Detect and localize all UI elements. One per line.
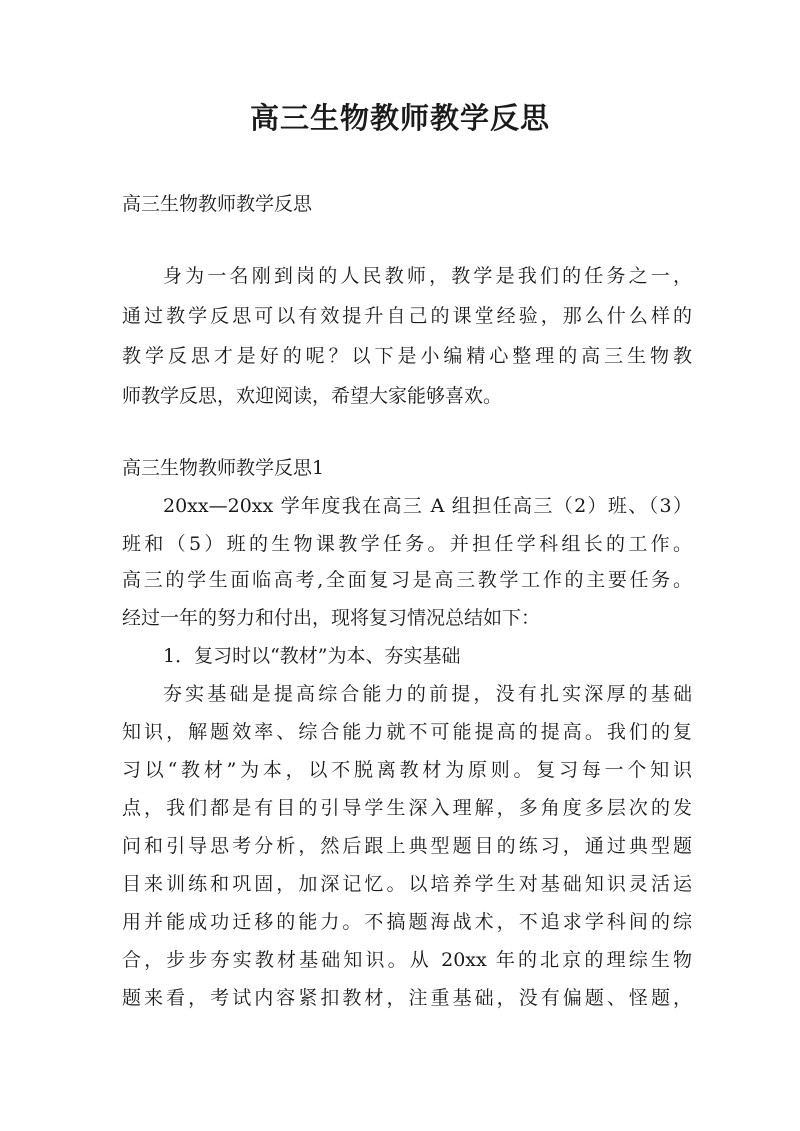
point-line-6: 目来训练和巩固，加深记忆。以培养学生对基础知识灵活运: [122, 873, 692, 895]
point-heading: 1．复习时以“教材”为本、夯实基础: [163, 645, 461, 667]
point-line-5: 问和引导思考分析，然后跟上典型题目的练习，通过典型题: [122, 835, 692, 857]
point-line-8: 合，步步夯实教材基础知识。从 20xx 年的北京的理综生物: [122, 949, 692, 971]
section-line-1: 20xx—20xx 学年度我在高三 A 组担任高三（2）班、（3）: [163, 495, 692, 517]
document-subtitle: 高三生物教师教学反思: [122, 193, 313, 215]
intro-line-2: 通过教学反思可以有效提升自己的课堂经验，那么什么样的: [122, 305, 692, 327]
point-line-7: 用并能成功迁移的能力。不搞题海战术，不追求学科间的综: [122, 911, 692, 933]
section-line-3: 高三的学生面临高考,全面复习是高三教学工作的主要任务。: [122, 569, 692, 591]
point-line-2: 知识，解题效率、综合能力就不可能提高的提高。我们的复: [122, 721, 692, 743]
section-line-4: 经过一年的努力和付出，现将复习情况总结如下：: [122, 607, 541, 629]
section-line-2: 班和（5）班的生物课教学任务。并担任学科组长的工作。: [122, 533, 692, 555]
point-line-1: 夯实基础是提高综合能力的前提，没有扎实深厚的基础: [163, 683, 692, 705]
point-line-3: 习以“教材”为本，以不脱离教材为原则。复习每一个知识: [122, 759, 692, 781]
intro-line-4: 师教学反思，欢迎阅读，希望大家能够喜欢。: [122, 385, 503, 407]
section-heading: 高三生物教师教学反思1: [122, 457, 325, 479]
intro-line-3: 教学反思才是好的呢？以下是小编精心整理的高三生物教: [122, 345, 692, 367]
intro-line-1: 身为一名刚到岗的人民教师，教学是我们的任务之一，: [163, 265, 692, 287]
document-title: 高三生物教师教学反思: [249, 101, 550, 135]
point-line-9: 题来看，考试内容紧扣教材，注重基础，没有偏题、怪题，: [122, 987, 692, 1009]
point-line-4: 点，我们都是有目的引导学生深入理解，多角度多层次的发: [122, 797, 692, 819]
